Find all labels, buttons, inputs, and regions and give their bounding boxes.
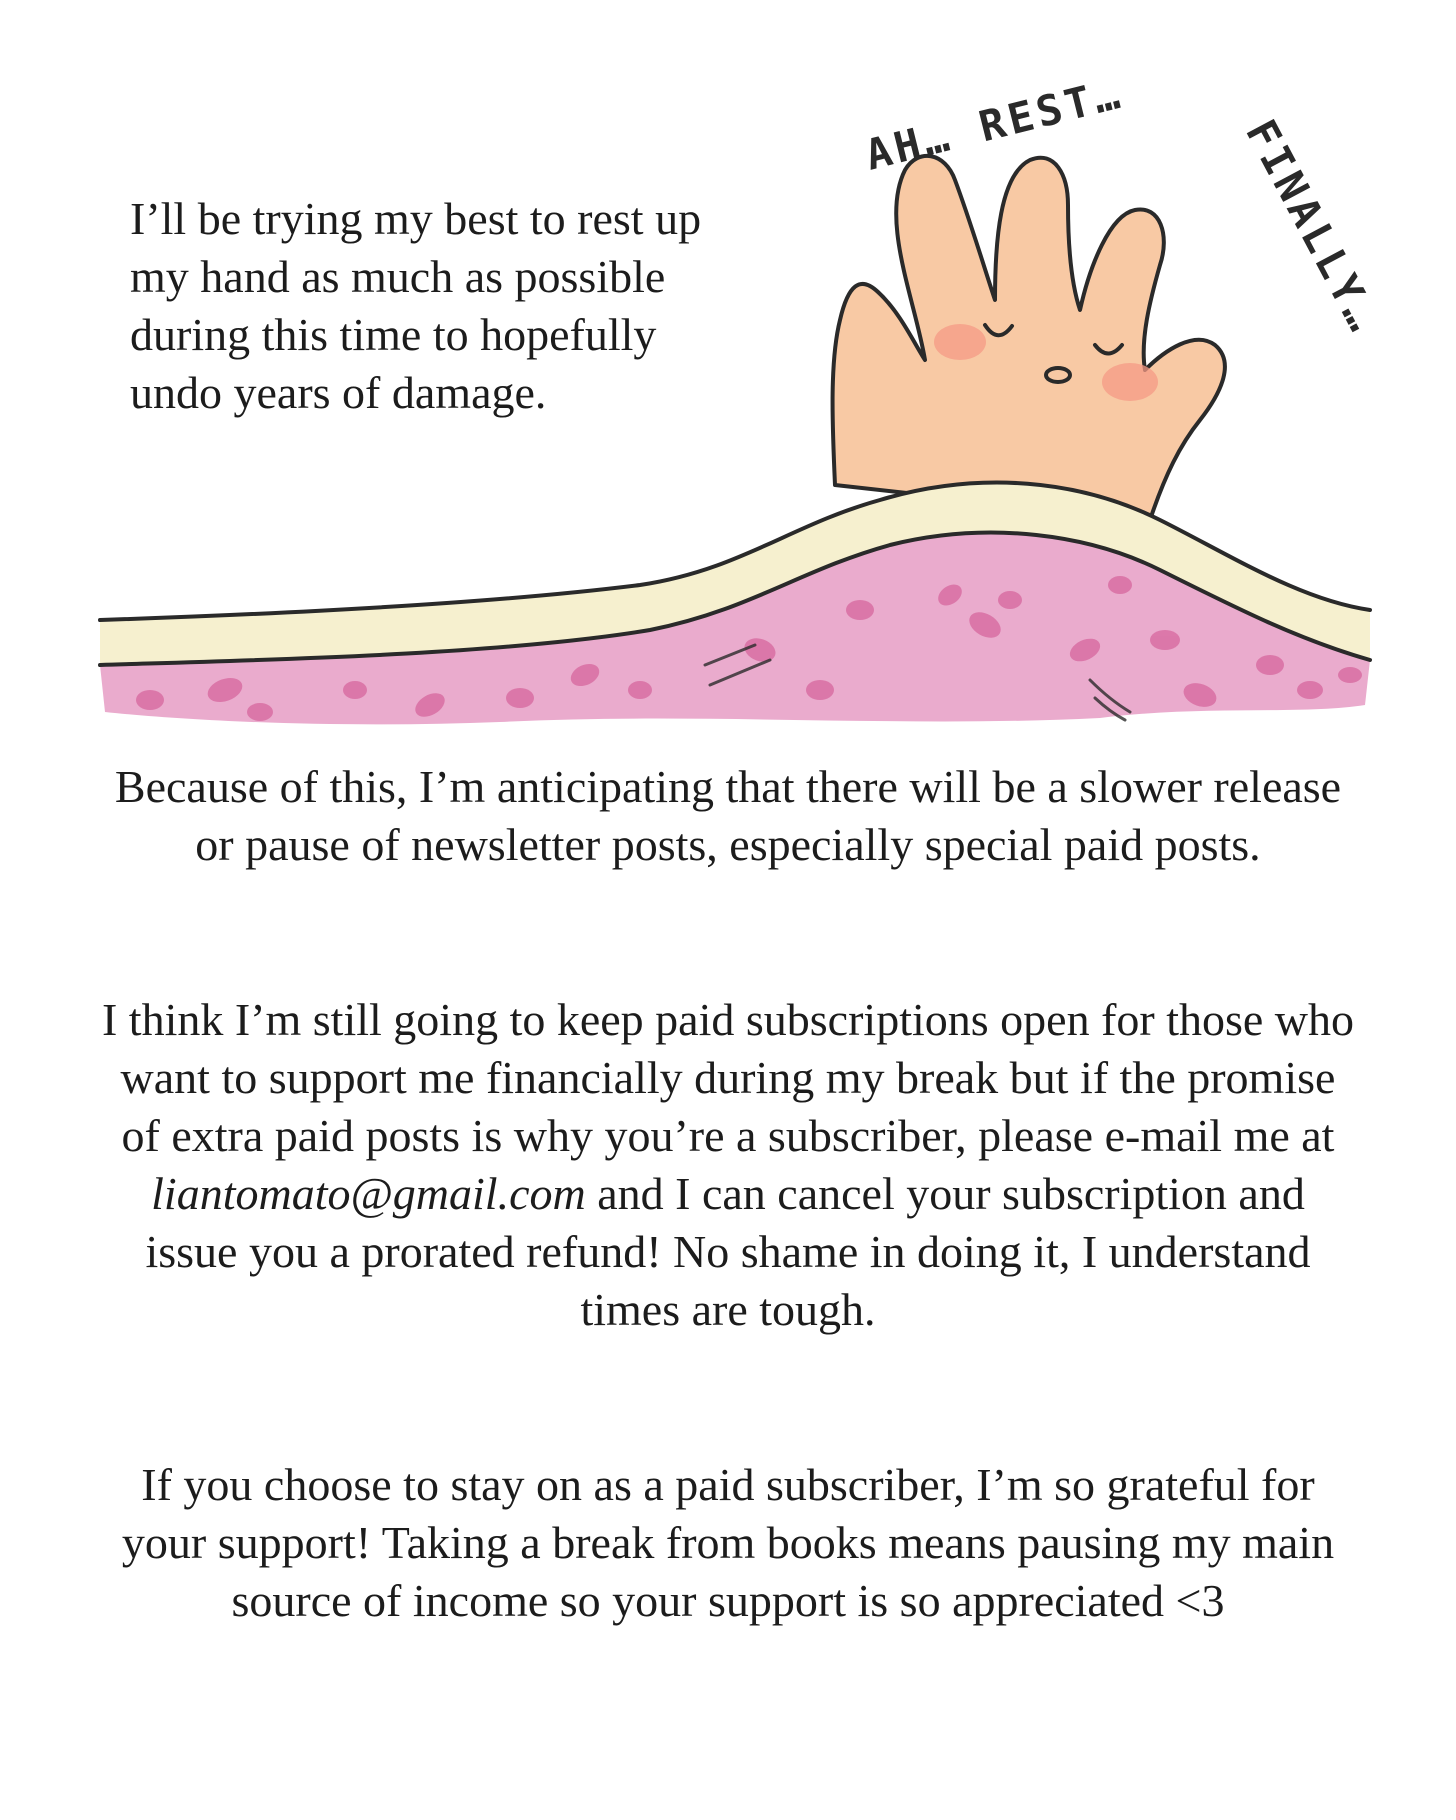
handwriting-ah-rest: AH… REST…	[860, 68, 1129, 180]
right-blush	[1102, 363, 1158, 401]
left-blush	[934, 324, 986, 360]
subscriptions-text-before: I think I’m still going to keep paid subscriptions open for those who want to support me financially during my break but if the promise of extra paid posts is why you’re a subscriber, please e-mail me at	[101, 994, 1355, 1161]
paragraph-gratitude: If you choose to stay on as a paid subscriber, I’m so grateful for your support! Taking a break from books means pausing my main source of income so your support is so appreciated <3	[121, 1459, 1335, 1626]
subscriptions-text-after: and I can cancel your subscription and issue you a prorated refund! No shame in doing it, I understand times are tough.	[145, 1168, 1311, 1335]
handwriting-finally: FINALLY…	[1236, 111, 1390, 342]
paragraph-slower-release: Because of this, I’m anticipating that there will be a slower release or pause of newsletter posts, especially special paid posts.	[114, 761, 1342, 870]
hand-shape	[833, 156, 1225, 520]
intro-text: I’ll be trying my best to rest up my hand as much as possible during this time to hopefully undo years of damage.	[130, 193, 702, 418]
resting-hand-illustration	[0, 0, 1456, 760]
email-address: liantomato@gmail.com	[151, 1168, 586, 1219]
paragraph-subscriptions	[100, 991, 1356, 1339]
